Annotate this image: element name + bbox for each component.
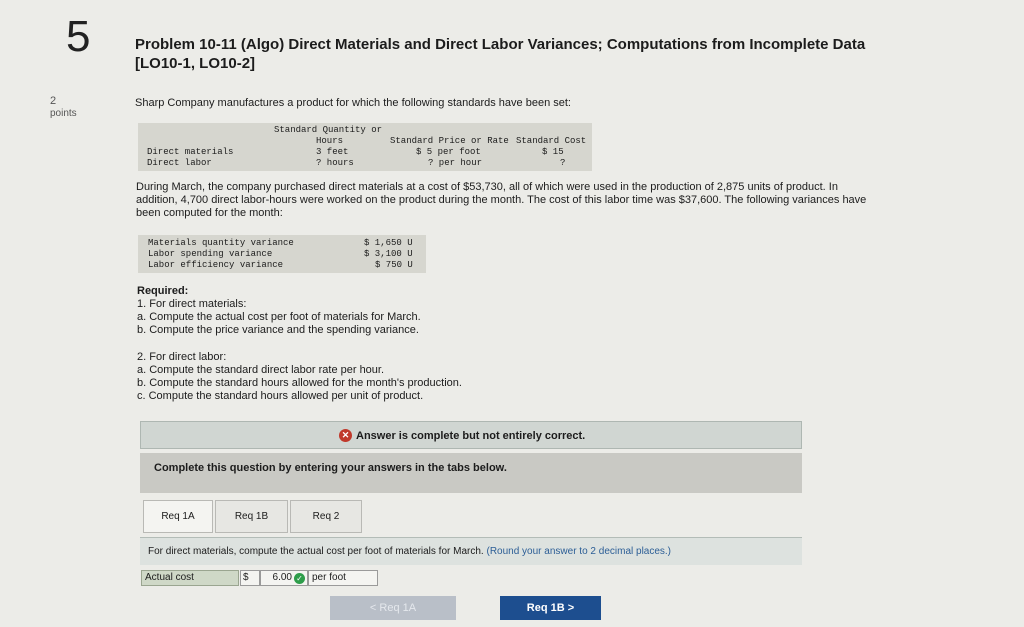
points-label: points xyxy=(50,108,77,119)
header-qty-line2: Hours xyxy=(316,136,344,146)
actual-cost-label: Actual cost xyxy=(141,570,239,586)
incorrect-x-icon: ✕ xyxy=(339,429,352,442)
variance-value: $ 1,650 U xyxy=(364,238,413,248)
row-materials-label: Direct materials xyxy=(147,147,234,157)
row-materials-qty: 3 feet xyxy=(316,147,349,157)
row-labor-cost: ? xyxy=(560,158,566,168)
row-materials-cost: $ 15 xyxy=(542,147,564,157)
instruction-hint: (Round your answer to 2 decimal places.) xyxy=(486,546,672,557)
variance-label: Labor efficiency variance xyxy=(148,260,284,270)
variance-value: $ 3,100 U xyxy=(364,249,413,259)
instructions-panel xyxy=(140,453,802,493)
question-instruction xyxy=(140,537,802,565)
required-line: c. Compute the standard hours allowed per unit of product. xyxy=(137,390,424,402)
required-line: 2. For direct labor: xyxy=(137,351,227,363)
required-heading: Required: xyxy=(137,285,189,297)
variance-label: Labor spending variance xyxy=(148,249,273,259)
variance-value: $ 750 U xyxy=(375,260,413,270)
problem-title: Problem 10-11 (Algo) Direct Materials and Direct Labor Variances; Computations from Incomplete Data [LO10-1, LO10-2] xyxy=(135,36,866,72)
row-labor-label: Direct labor xyxy=(147,158,212,168)
required-line: b. Compute the standard hours allowed for the month's production. xyxy=(137,377,462,389)
prev-req-button[interactable]: < Req 1A xyxy=(330,596,456,620)
variance-label: Materials quantity variance xyxy=(148,238,294,248)
intro-text: Sharp Company manufactures a product for which the following standards have been set: xyxy=(135,97,571,109)
panel-text: Complete this question by entering your answers in the tabs below. xyxy=(154,462,507,474)
header-price: Standard Price or Rate xyxy=(390,136,509,146)
points-value: 2 xyxy=(50,95,57,107)
header-qty-line1: Standard Quantity or xyxy=(274,125,383,135)
unit-label: per foot xyxy=(308,570,378,586)
problem-paragraph: During March, the company purchased direct materials at a cost of $53,730, all of which were used in the production of 2,875 units of product. In addition, 4,700 direct labor-hours were worked on the product during the month. The cost of this labor time was $37,600. The following variances have been computed for the month: xyxy=(136,181,867,219)
answer-status-banner xyxy=(140,421,802,449)
actual-cost-input[interactable] xyxy=(260,570,308,586)
next-req-button[interactable]: Req 1B > xyxy=(500,596,601,620)
tab-req-2[interactable]: Req 2 xyxy=(290,500,362,533)
instruction-text: For direct materials, compute the actual cost per foot of materials for March. xyxy=(148,546,484,557)
row-labor-qty: ? hours xyxy=(316,158,354,168)
row-labor-price: ? per hour xyxy=(428,158,483,168)
required-line: a. Compute the standard direct labor rate per hour. xyxy=(137,364,385,376)
tab-req-1b[interactable]: Req 1B xyxy=(215,500,288,533)
required-line: a. Compute the actual cost per foot of materials for March. xyxy=(137,311,421,323)
actual-cost-value: 6.00 xyxy=(272,572,292,583)
question-number: 5 xyxy=(66,12,91,61)
standards-table xyxy=(138,123,592,171)
variances-table xyxy=(138,235,426,273)
correct-check-icon: ✓ xyxy=(294,573,305,584)
required-line: b. Compute the price variance and the spending variance. xyxy=(137,324,419,336)
header-cost: Standard Cost xyxy=(516,136,587,146)
tab-req-1a[interactable]: Req 1A xyxy=(143,500,213,533)
status-text: Answer is complete but not entirely correct. xyxy=(356,429,586,442)
row-materials-price: $ 5 per foot xyxy=(416,147,481,157)
currency-symbol: $ xyxy=(240,570,260,586)
required-line: 1. For direct materials: xyxy=(137,298,247,310)
